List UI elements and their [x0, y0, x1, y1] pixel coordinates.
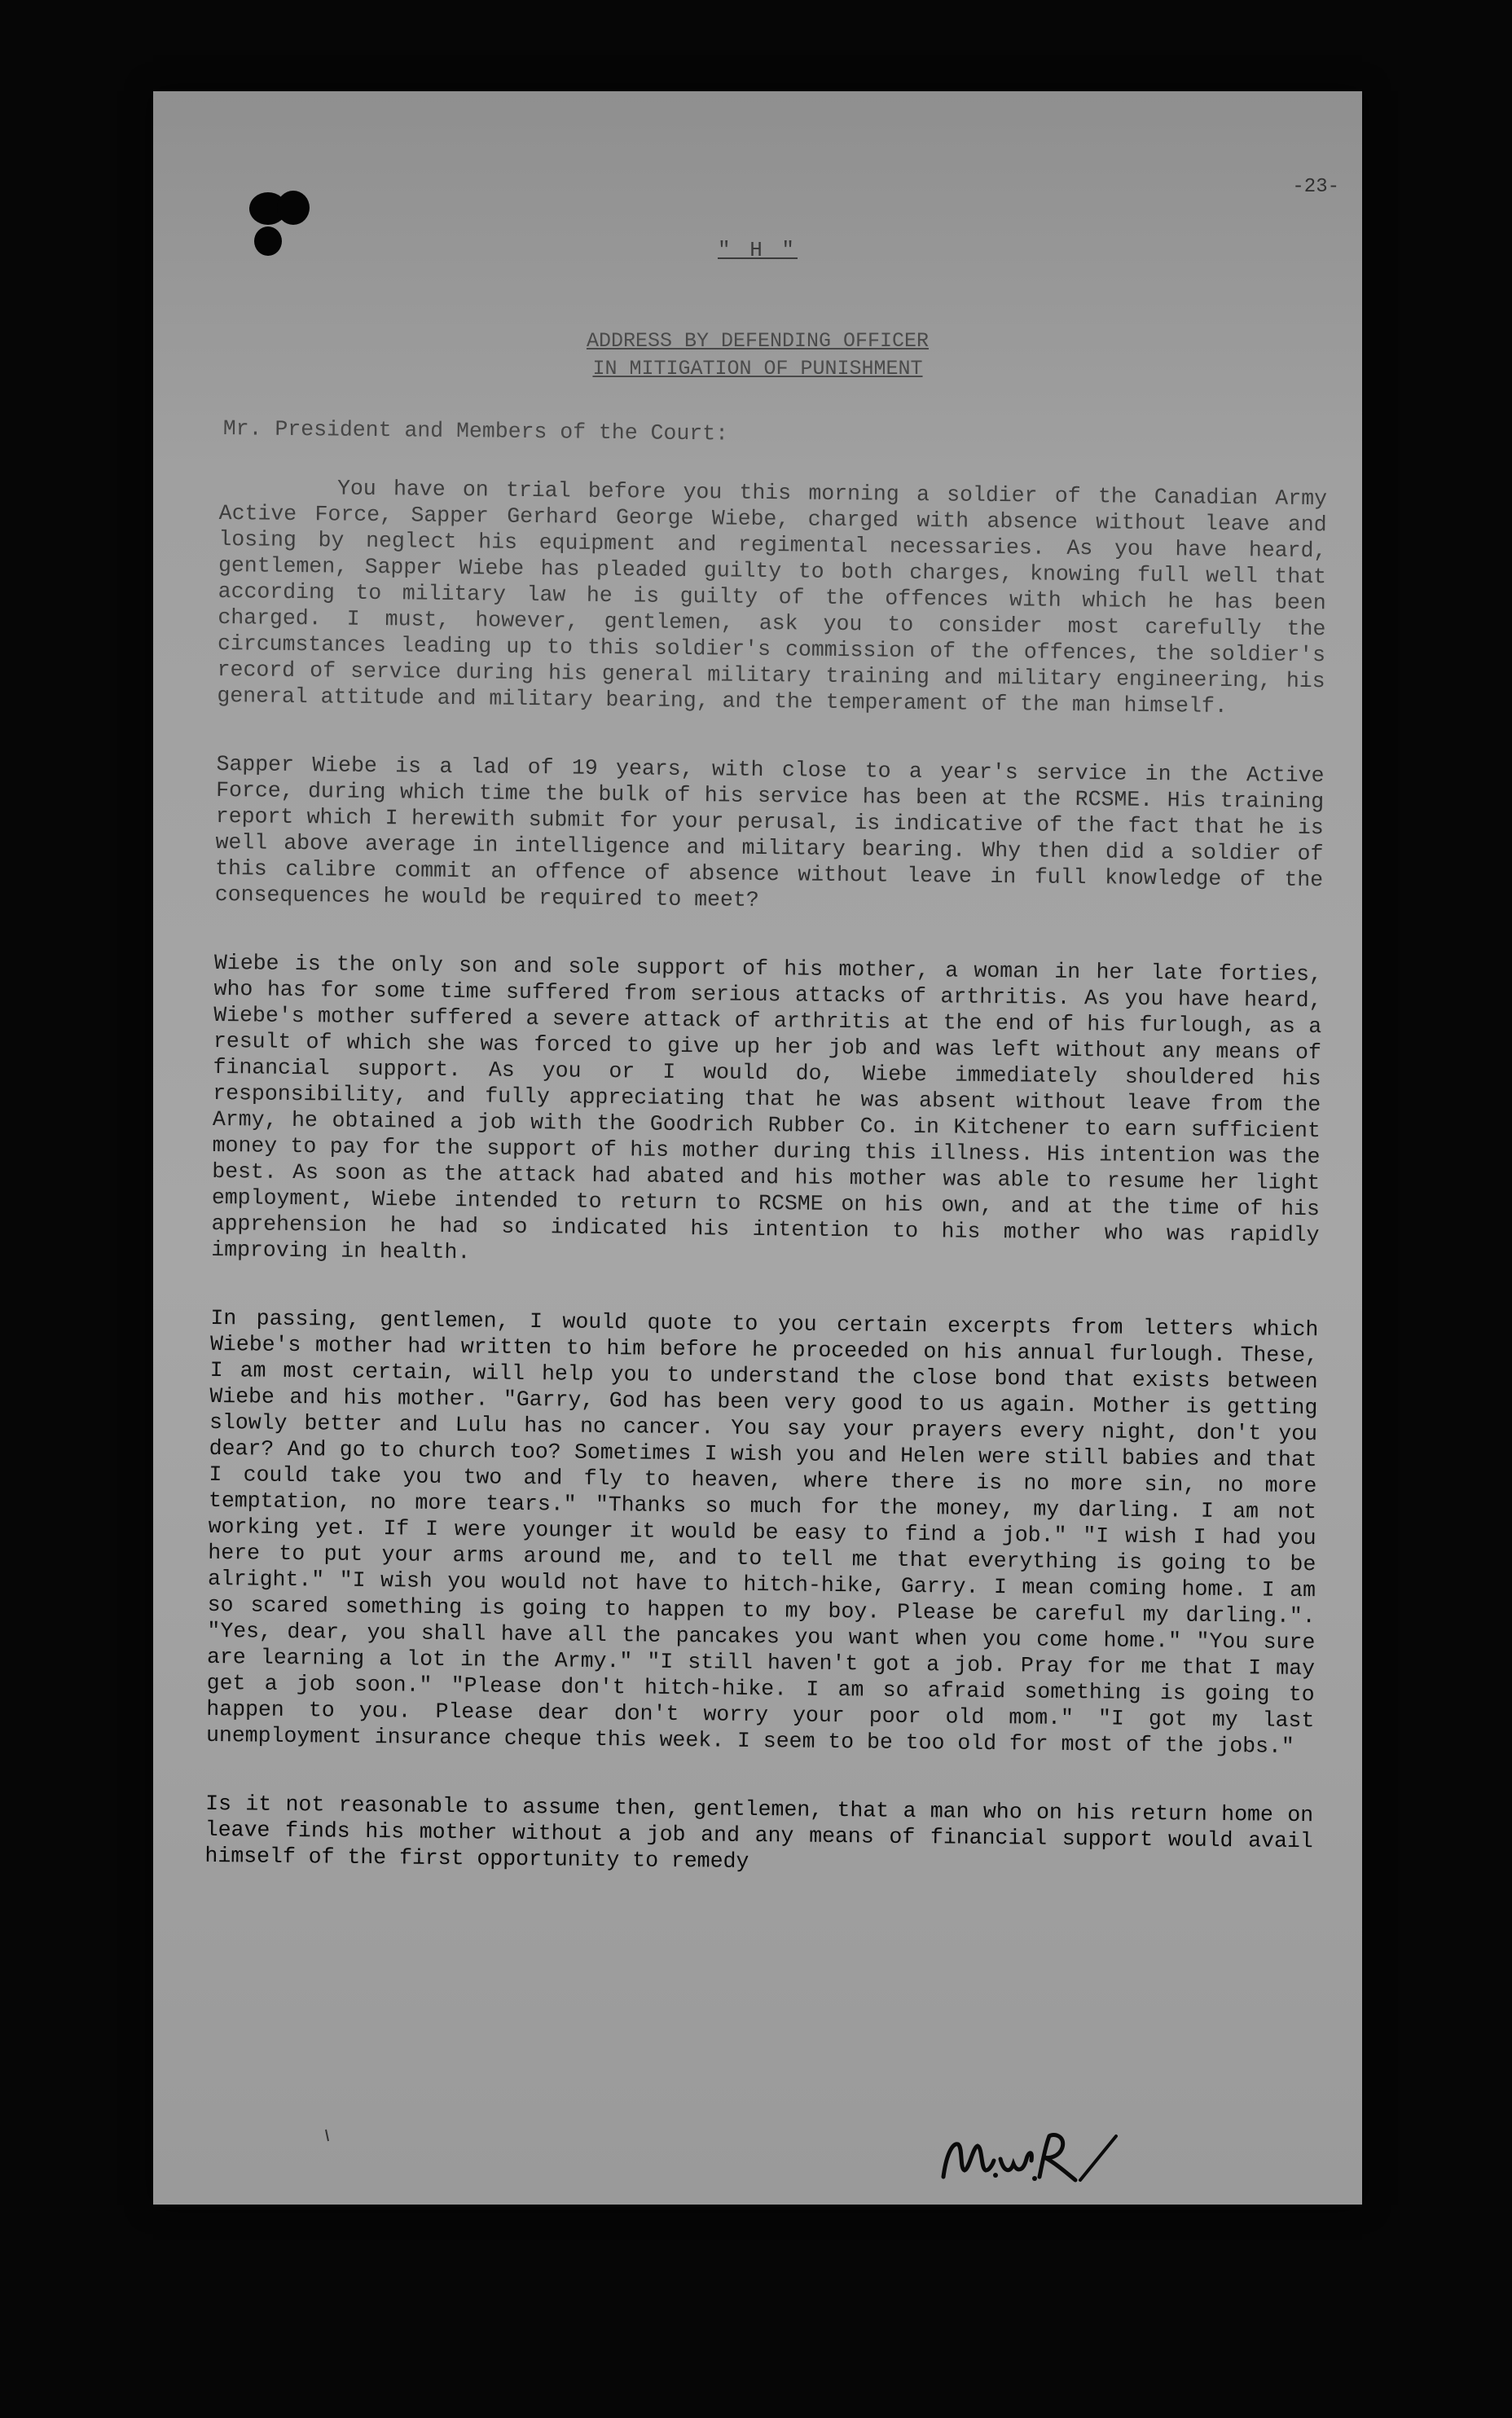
paragraph: Wiebe is the only son and sole support of his mother, a woman in her late forties, who has for some time suffered from serious attacks of arthritis. As you have heard, Wiebe's mother suffered a severe attack of arthritis at the end of his furlough, as a result of which she was forced to give up her job and was left without any means of financial support. As you or I would do, Wiebe immediately shouldered his responsibility, and fully appreciating that he was absent without leave from the Army, he obtained a job with the Goodrich Rubber Co. in Kitchener to earn sufficient money to pay for the support of his mother during this illness. His intention was the best. As soon as the attack had abated and his mother was able to resume her light employment, Wiebe intended to return to RCSME on his own, and at the time of his apprehension he had so indicated his intention to his mother who was rapidly improving in health. — [211, 950, 1323, 1265]
paragraph: You have on trial before you this morning a soldier of the Canadian Army Active Force, Sapper Gerhard George Wiebe, charged with absence without leave and losing by neglect his equipment and regimental necessaries. As you have heard, gentlemen, Sapper Wiebe has pleaded guilty to both charges, knowing full well that according to military law he is guilty of the offences with which he has been charged. I must, however, gentlemen, ask you to consider most carefully the circumstances leading up to this soldier's commission of the offences, the soldier's record of service during his general military training and military engineering, his general attitude and military bearing, and the temperament of the man himself. — [217, 476, 1328, 719]
paragraph: In passing, gentlemen, I would quote to you certain excerpts from letters which Wiebe's mother had written to him before he proceeded on his annual furlough. These, I am most certain, will help you to understand the close bond that exists between Wiebe and his mother. "Garry, God has been very good to us again. Mother is getting slowly better and Lulu has no cancer. You say your prayers every night, don't you dear? And go to church too? Sometimes I wish you and Helen were still babies and that I could take you two and fly to heaven, where there is no more sin, no more temptation, no more tears." "Thanks so much for the money, my darling. I am not working yet. If I were younger it would be easy to find a job." "I wish I had you here to put your arms around me, and to tell me that everything is going to be alright." "I wish you would not have to hitch-hike, Garry. I mean coming home. I am so scared something is going to happen to my boy. Please be careful my darling.". "Yes, dear, you shall have all the pancakes you want when you come home." "You sure are learning a lot in the Army." "I still haven't got a job. Pray for me that I may get a job soon." "Please don't hitch-hike. I am so afraid something is going to happen to you. Please dear don't worry your poor old mom." "I got my last unemployment insurance cheque this week. I seem to be too old for most of the jobs." — [205, 1305, 1319, 1759]
stray-mark — [324, 2128, 331, 2144]
letter-body — [204, 415, 1328, 1880]
section-letter: " H " — [717, 238, 798, 262]
paragraph: Sapper Wiebe is a lad of 19 years, with close to a year's service in the Active Force, during which time the bulk of his service has been at the RCSME. His training report which I herewith submit for your perusal, is indicative of the fact that he is well above average in intelligence and military bearing. Why then did a soldier of this calibre commit an offence of absence without leave in full knowledge of the consequences he would be required to meet? — [214, 751, 1325, 912]
paragraph: Is it not reasonable to assume then, gentlemen, that a man who on his return home on leave finds his mother without a job and any means of financial support would avail himself of the first opportunity to remedy — [204, 1791, 1314, 1874]
title-line: IN MITIGATION OF PUNISHMENT — [592, 357, 923, 380]
handwritten-initials-signature — [935, 2112, 1123, 2201]
page-number: -23- — [1292, 176, 1339, 198]
salutation: Mr. President and Members of the Court: — [222, 416, 729, 446]
title-line: ADDRESS BY DEFENDING OFFICER — [586, 329, 930, 353]
punch-hole — [277, 191, 310, 225]
document-title — [153, 328, 1362, 383]
